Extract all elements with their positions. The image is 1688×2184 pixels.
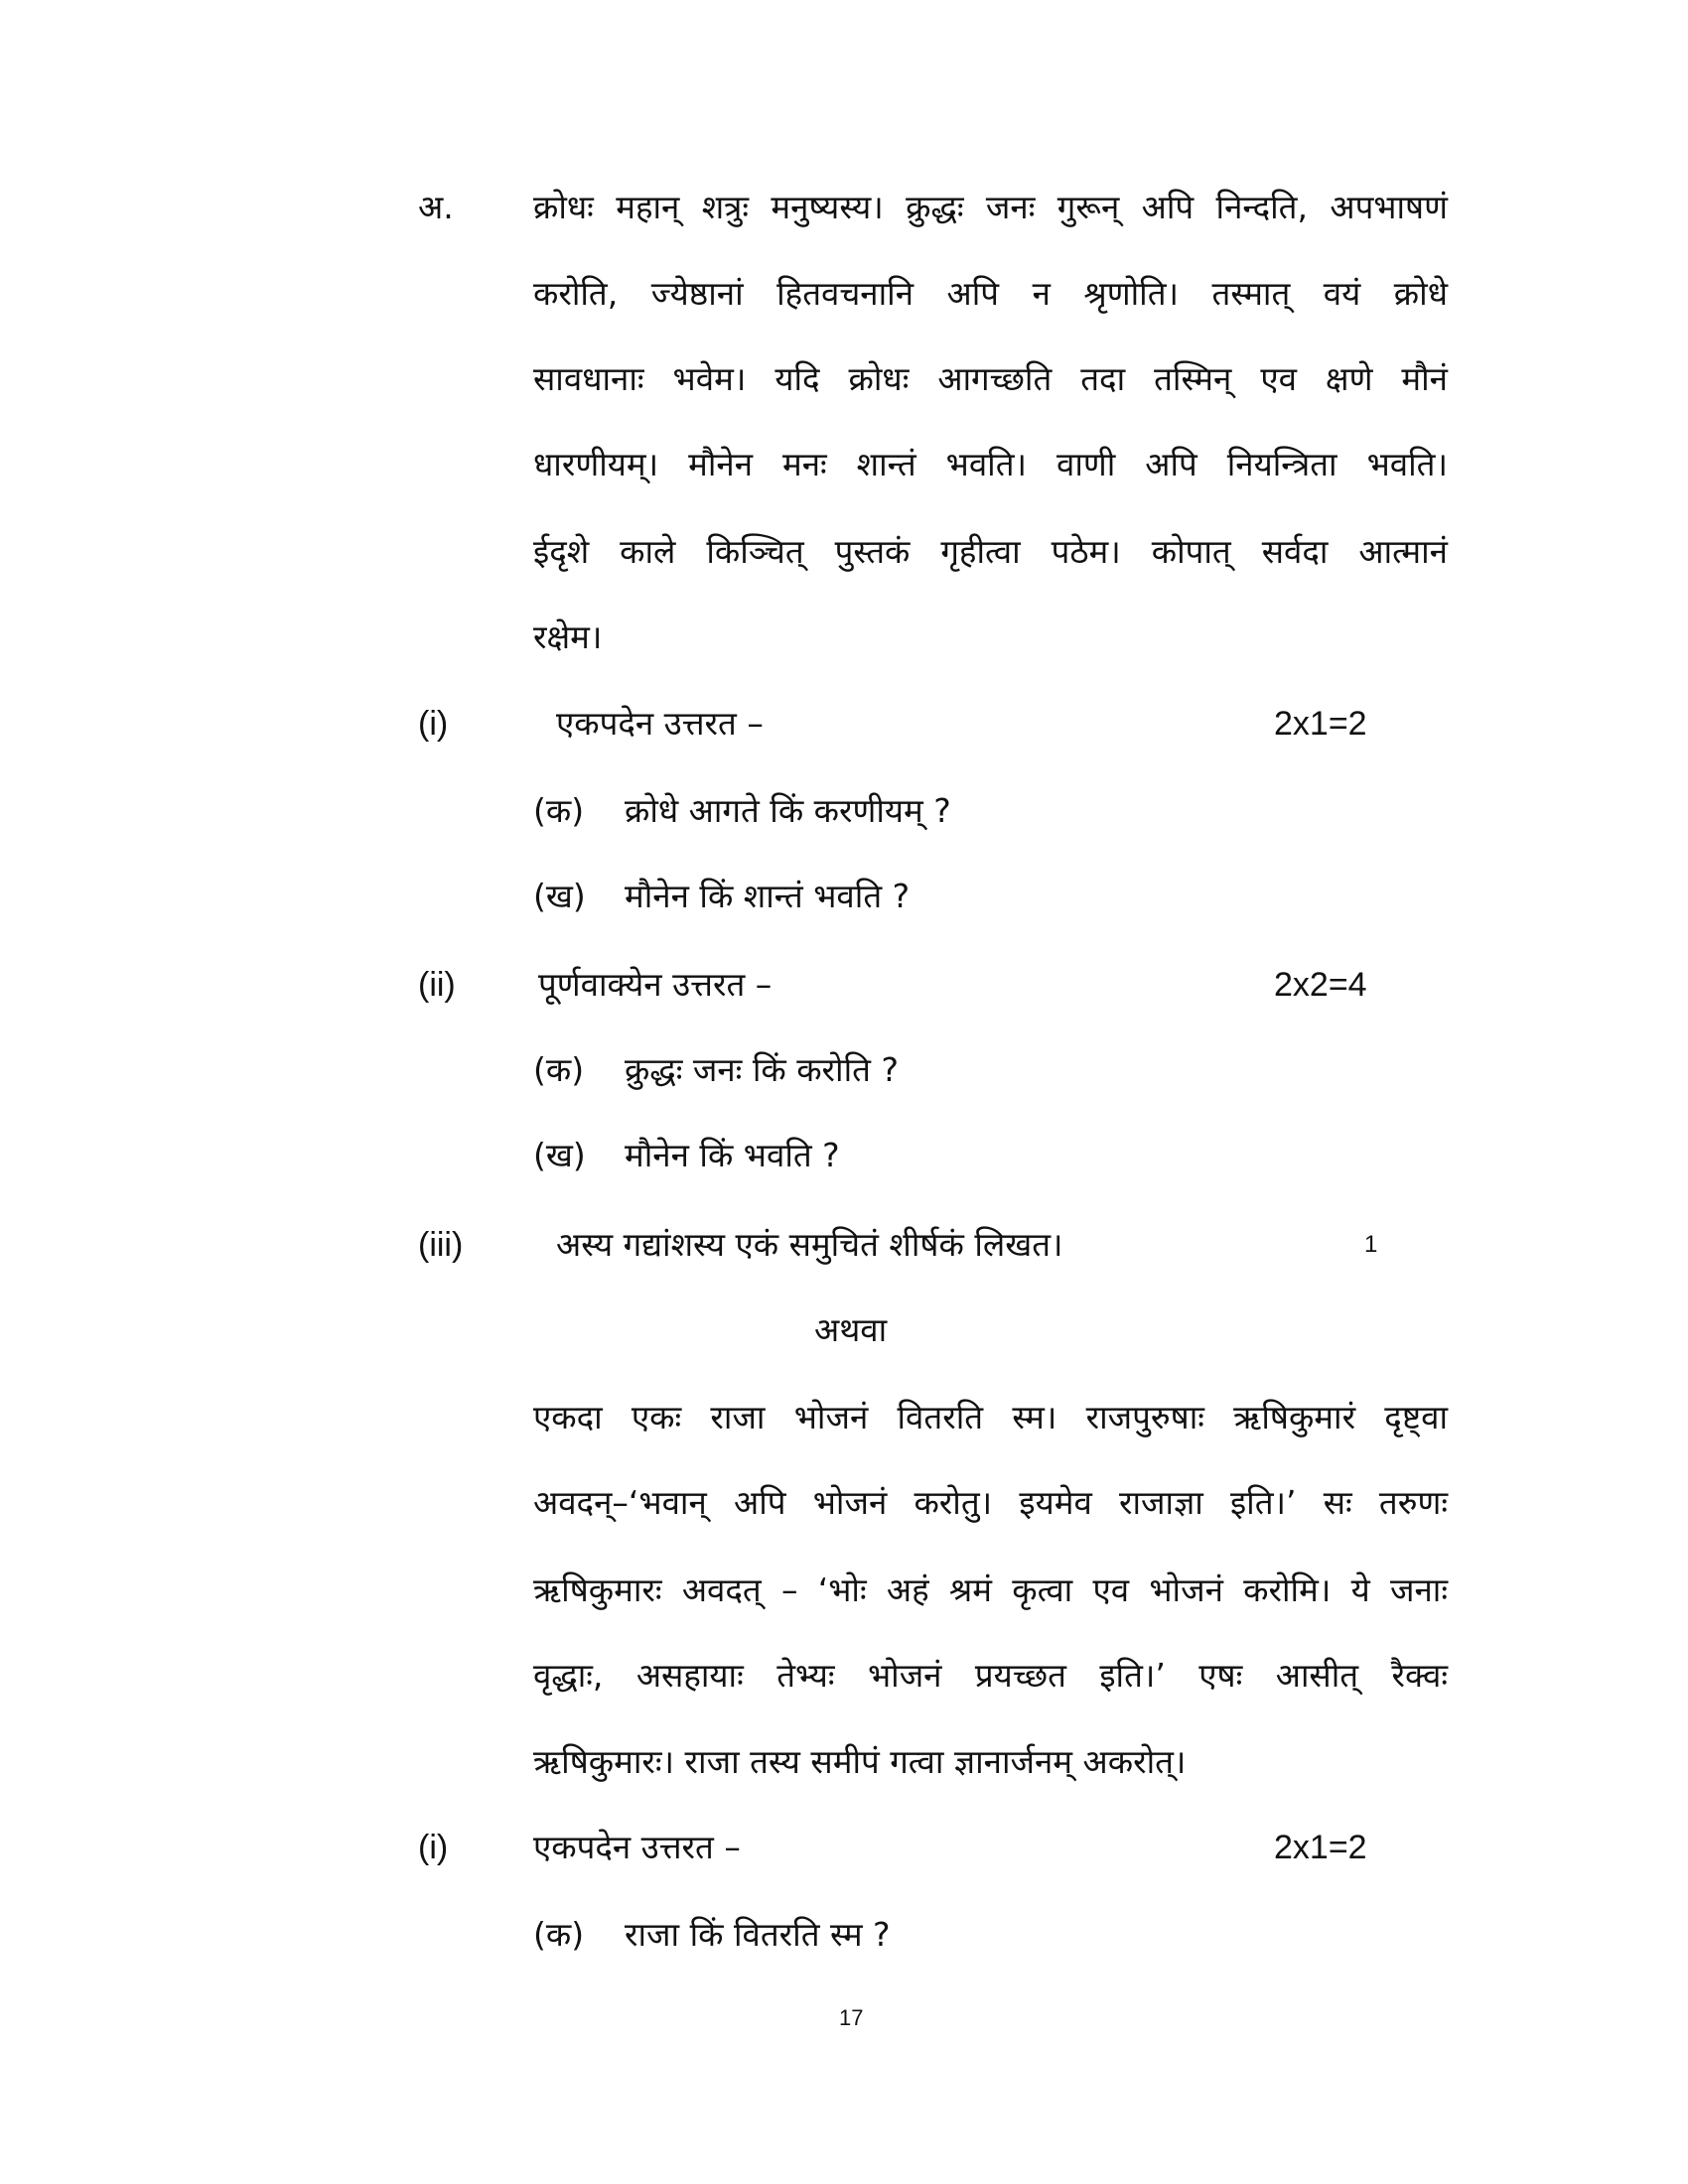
passage-line: अवदन्–‘भवान् अपि भोजनं करोतु। इयमेव राजाज्ञा इति।’ सः तरुणः	[533, 1483, 1448, 1522]
passage-line: सावधानाः भवेम। यदि क्रोधः आगच्छति तदा तस्मिन् एव क्षणे मौनं	[533, 359, 1448, 398]
passage-line: ऋषिकुमारः। राजा तस्य समीपं गत्वा ज्ञानार्जनम् अकरोत्।	[533, 1742, 1187, 1781]
question-number: (ii)	[418, 966, 456, 1004]
question-marks: 2x1=2	[1274, 705, 1367, 743]
sub-question: राजा किं वितरति स्म ?	[625, 1915, 891, 1954]
sub-label: (क)	[533, 791, 585, 830]
question-number: (i)	[418, 705, 449, 743]
or-label: अथवा	[814, 1310, 888, 1349]
sub-question: क्रुद्धः जनः किं करोति ?	[625, 1050, 899, 1089]
sub-question: मौनेन किं भवति ?	[625, 1136, 840, 1174]
question-text: अस्य गद्यांशस्य एकं समुचितं शीर्षकं लिखत।	[556, 1225, 1063, 1264]
question-marks: 1	[1364, 1231, 1378, 1258]
sub-label: (क)	[533, 1050, 585, 1089]
page-number: 17	[839, 2005, 864, 2030]
section-label: अ.	[418, 188, 454, 226]
question-text: एकपदेन उत्तरत –	[556, 704, 764, 743]
question-number: (i)	[418, 1829, 449, 1866]
passage-line: करोति, ज्येष्ठानां हितवचनानि अपि न श्रृणोति। तस्मात् वयं क्रोधे	[533, 274, 1448, 313]
question-number: (iii)	[418, 1226, 464, 1264]
sub-label: (ख)	[533, 877, 586, 915]
passage-line: ऋषिकुमारः अवदत् – ‘भोः अहं श्रमं कृत्वा एव भोजनं करोमि। ये जनाः	[533, 1570, 1448, 1609]
sub-label: (ख)	[533, 1136, 586, 1174]
passage-line: क्रोधः महान् शत्रुः मनुष्यस्य। क्रुद्धः जनः गुरून् अपि निन्दति, अपभाषणं	[533, 188, 1448, 226]
passage-line: ईदृशे काले किञ्चित् पुस्तकं गृहीत्वा पठेम। कोपात् सर्वदा आत्मानं	[533, 532, 1448, 571]
passage-line: रक्षेम।	[533, 617, 603, 656]
sub-label: (क)	[533, 1915, 585, 1954]
question-marks: 2x1=2	[1274, 1829, 1367, 1866]
question-marks: 2x2=4	[1274, 966, 1367, 1004]
passage-line: वृद्धाः, असहायाः तेभ्यः भोजनं प्रयच्छत इति।’ एषः आसीत् रैक्वः	[533, 1656, 1448, 1695]
question-text: एकपदेन उत्तरत –	[533, 1828, 741, 1866]
sub-question: क्रोधे आगते किं करणीयम् ?	[625, 791, 951, 830]
passage-line: एकदा एकः राजा भोजनं वितरति स्म। राजपुरुषाः ऋषिकुमारं दृष्ट्वा	[533, 1398, 1448, 1436]
question-text: पूर्णवाक्येन उत्तरत –	[538, 965, 773, 1004]
passage-line: धारणीयम्। मौनेन मनः शान्तं भवति। वाणी अपि नियन्त्रिता भवति।	[533, 445, 1448, 483]
sub-question: मौनेन किं शान्तं भवति ?	[625, 877, 911, 915]
